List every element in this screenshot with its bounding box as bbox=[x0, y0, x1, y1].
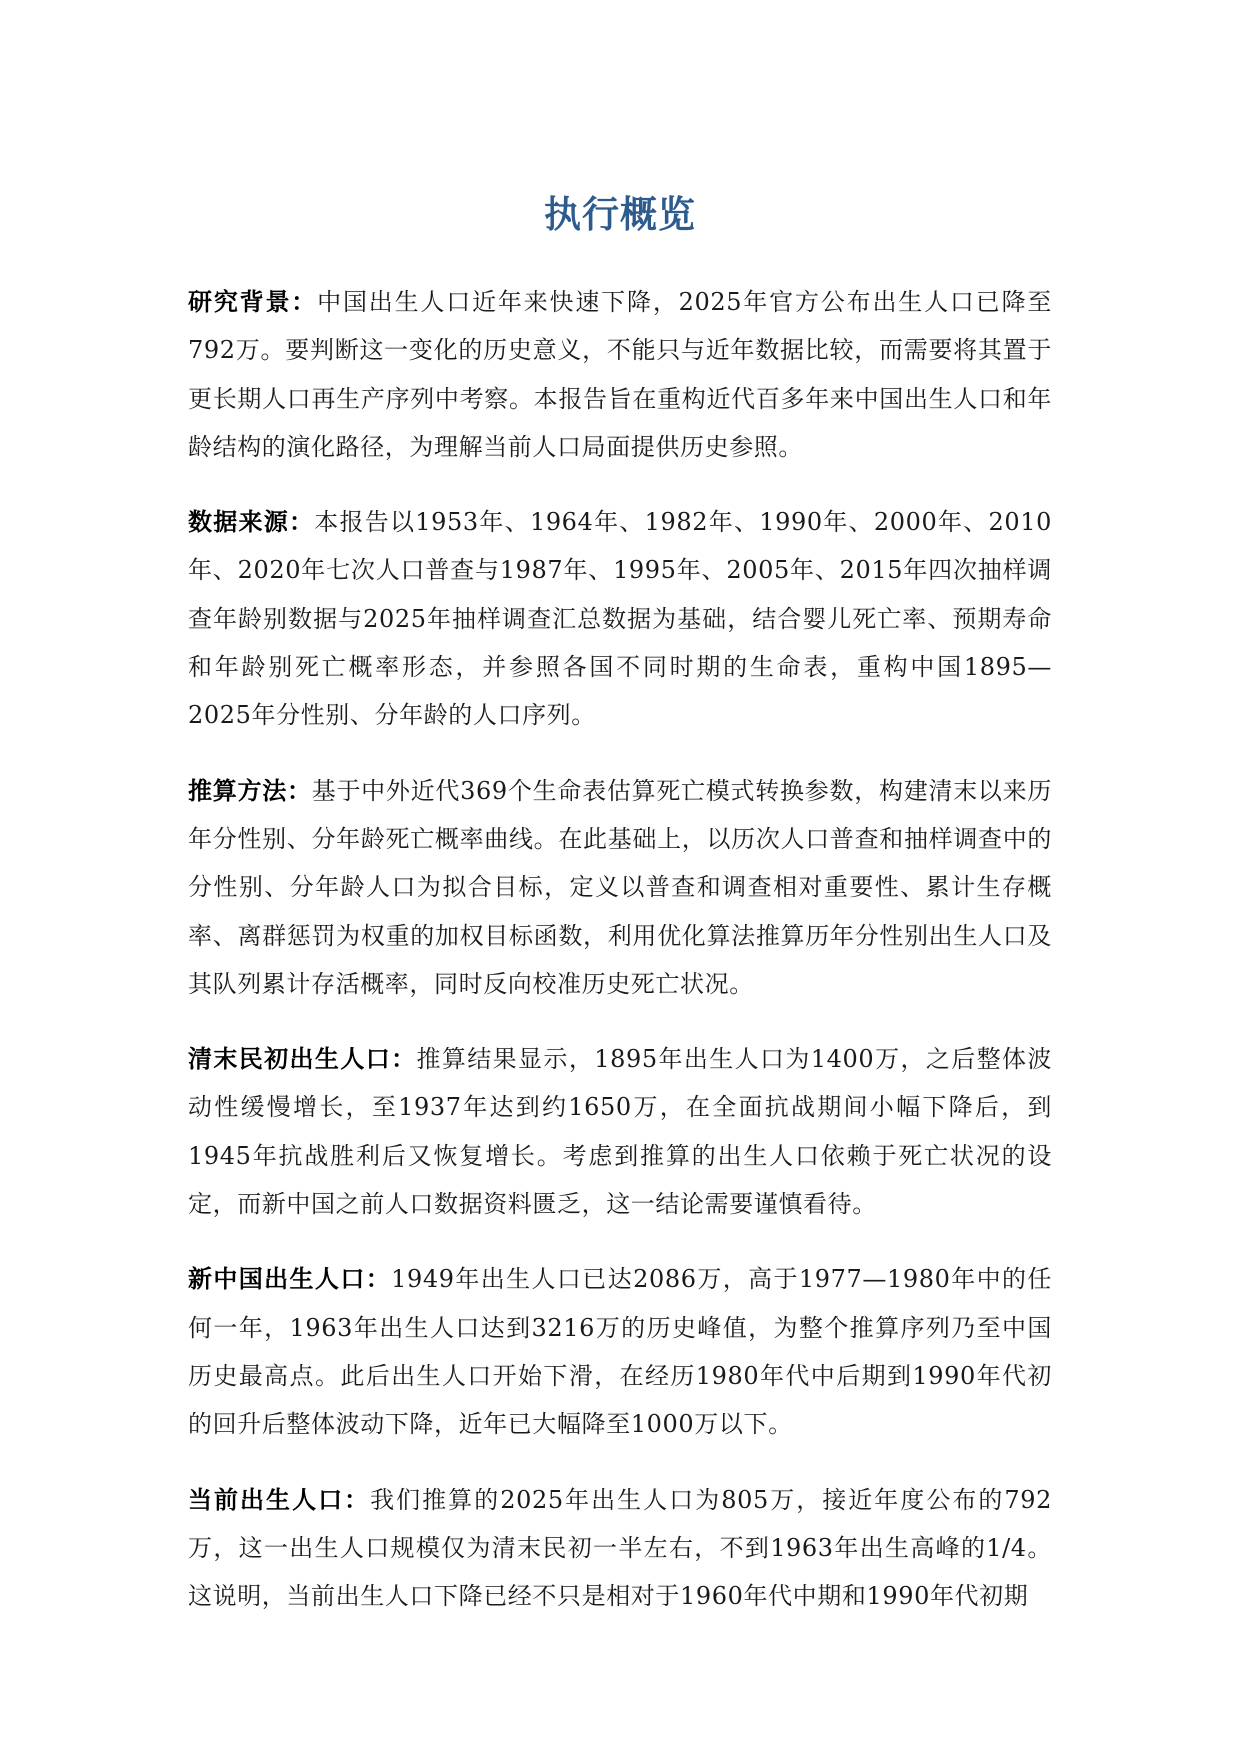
paragraph-new-china-births bbox=[188, 1255, 1052, 1448]
paragraph-heading: 研究背景： bbox=[188, 287, 318, 316]
paragraph-estimation-method bbox=[188, 767, 1052, 1008]
paragraph-text: 本报告以1953年、1964年、1982年、1990年、2000年、2010年、2020年七次人口普查与1987年、1995年、2005年、2015年四次抽样调查年龄别数据与2025年抽样调查汇总数据为基础，结合婴儿死亡率、预期寿命和年龄别死亡概率形态，并参照各国不同时期的生命表，重构中国1895—2025年分性别、分年龄的人口序列。 bbox=[188, 508, 1052, 730]
paragraph-heading: 新中国出生人口： bbox=[188, 1264, 392, 1294]
page-title: 执行概览 bbox=[544, 192, 696, 236]
paragraph-text: 推算结果显示，1895年出生人口为1400万，之后整体波动性缓慢增长，至1937年达到约1650万，在全面抗战期间小幅下降后，到1945年抗战胜利后又恢复增长。考虑到推算的出生人口依赖于死亡状况的设定，而新中国之前人口数据资料匮乏，这一结论需要谨慎看待。 bbox=[188, 1045, 1052, 1219]
paragraph-text: 基于中外近代369个生命表估算死亡模式转换参数，构建清末以来历年分性别、分年龄死亡概率曲线。在此基础上，以历次人口普查和抽样调查中的分性别、分年龄人口为拟合目标，定义以普查和调查相对重要性、累计生存概率、离群惩罚为权重的加权目标函数，利用优化算法推算历年分性别出生人口及其队列累计存活概率，同时反向校准历史死亡状况。 bbox=[188, 776, 1053, 998]
paragraph-current-births bbox=[188, 1476, 1052, 1621]
paragraph-heading: 当前出生人口： bbox=[188, 1484, 371, 1514]
paragraph-text: 1949年出生人口已达2086万，高于1977—1980年中的任何一年，1963年出生人口达到3216万的历史峰值，为整个推算序列乃至中国历史最高点。此后出生人口开始下滑，在经历1980年代中后期到1990年代初的回升后整体波动下降，近年已大幅降至1000万以下。 bbox=[188, 1265, 1052, 1439]
paragraph-heading: 推算方法： bbox=[188, 775, 312, 805]
paragraph-heading: 清末民初出生人口： bbox=[188, 1044, 417, 1074]
paragraph-research-background bbox=[188, 278, 1052, 471]
paragraph-heading: 数据来源： bbox=[188, 507, 315, 537]
paragraph-text: 我们推算的2025年出生人口为805万，接近年度公布的792万，这一出生人口规模仅为清末民初一半左右，不到1963年出生高峰的1/4。这说明，当前出生人口下降已经不只是相对于1960年代中期和1990年代初期 bbox=[188, 1485, 1052, 1611]
paragraph-data-sources bbox=[188, 498, 1052, 739]
paragraph-text: 中国出生人口近年来快速下降，2025年官方公布出生人口已降至792万。要判断这一变化的历史意义，不能只与近年数据比较，而需要将其置于更长期人口再生产序列中考察。本报告旨在重构近代百多年来中国出生人口和年龄结构的演化路径，为理解当前人口局面提供历史参照。 bbox=[188, 288, 1053, 461]
document-body bbox=[188, 278, 1052, 1647]
paragraph-late-qing-births bbox=[188, 1035, 1052, 1228]
